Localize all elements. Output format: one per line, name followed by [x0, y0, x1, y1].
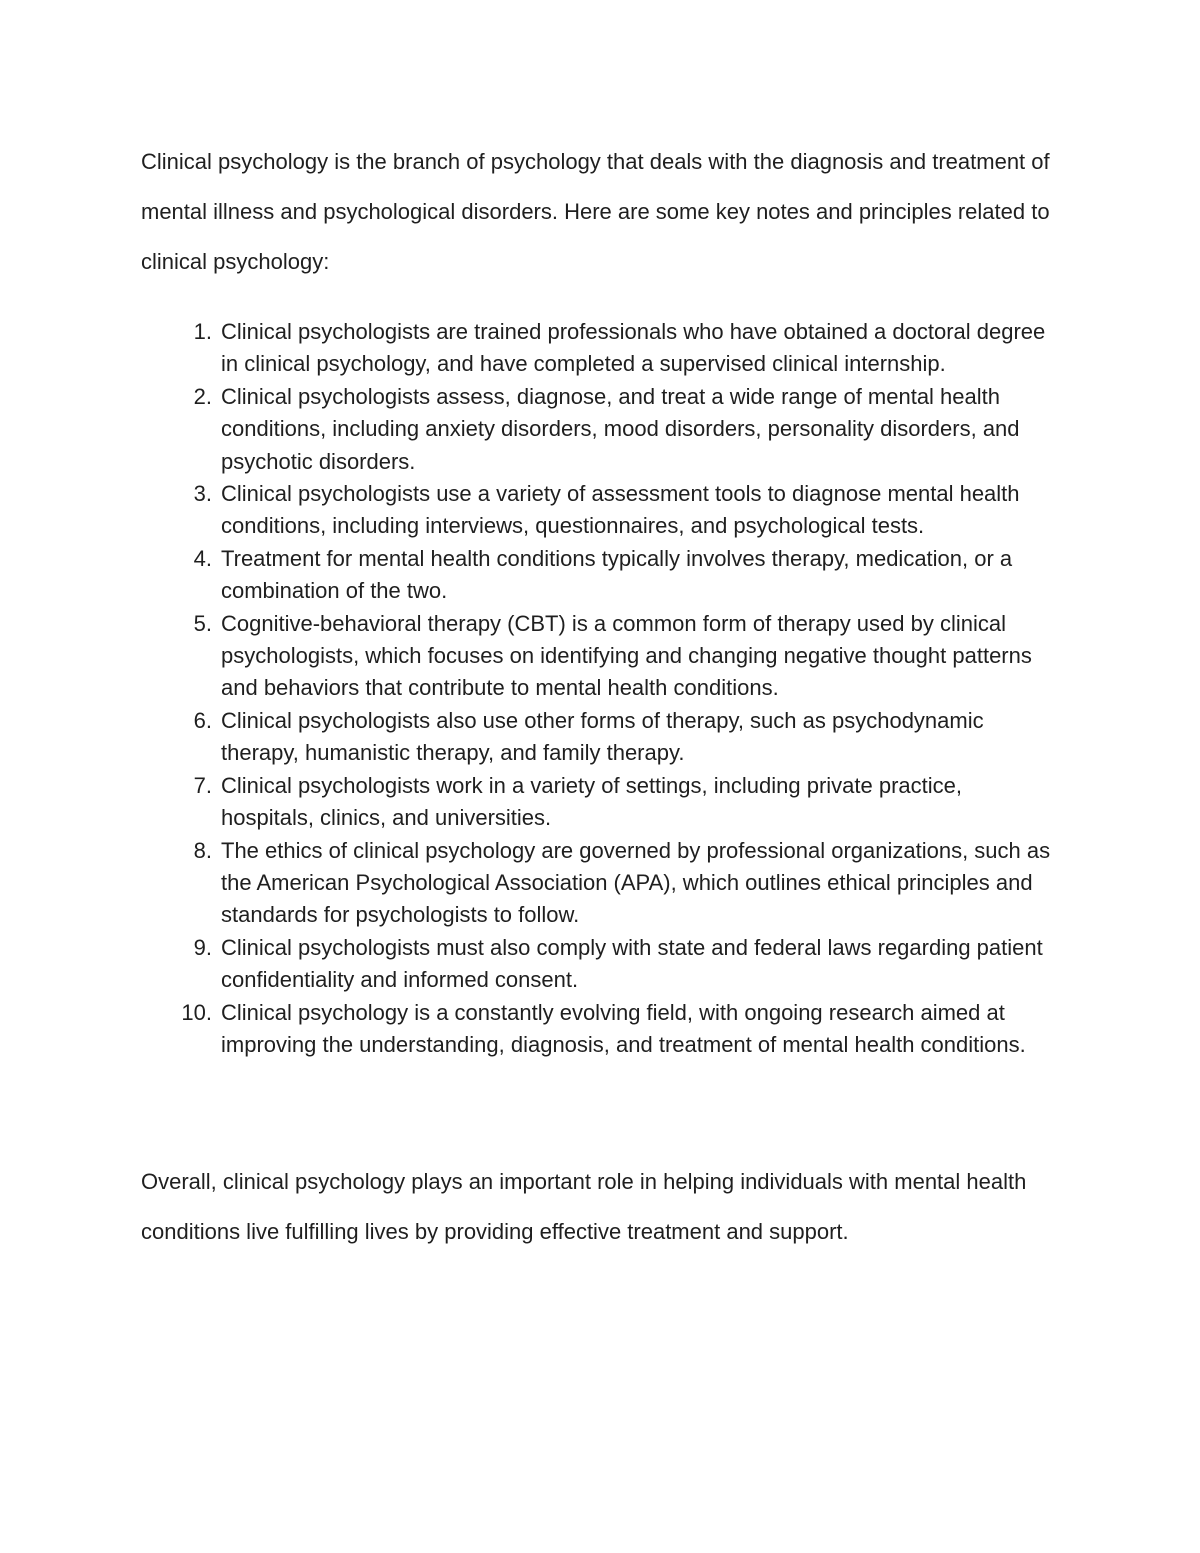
list-item-number: 10.: [181, 999, 212, 1025]
list-item: [141, 770, 1061, 835]
list-item-number: 1.: [193, 319, 212, 344]
list-item-text: Clinical psychologists are trained professionals who have obtained a doctoral degree in clinical psychology, and have completed a supervised clinical internship.: [221, 319, 1046, 377]
list-item-text: Clinical psychologists use a variety of assessment tools to diagnose mental health conditions, including interviews, questionnaires, and psychological tests.: [221, 481, 1020, 539]
list-item: [141, 932, 1061, 997]
list-item: [141, 997, 1061, 1062]
list-item-text: Clinical psychologists also use other forms of therapy, such as psychodynamic therapy, humanistic therapy, and family therapy.: [221, 707, 984, 766]
list-item-text: Cognitive-behavioral therapy (CBT) is a common form of therapy used by clinical psychologists, which focuses on identifying and changing negative thought patterns and behaviors that contribute to mental health conditions.: [221, 610, 1032, 701]
list-item: [141, 543, 1061, 608]
key-notes-list: [141, 316, 1061, 1061]
list-item-number: 6.: [193, 707, 212, 733]
list-item-text: The ethics of clinical psychology are governed by professional organizations, such as the American Psychological Association (APA), which outlines ethical principles and standards for psychologists to follow.: [221, 837, 1051, 928]
list-item-text: Treatment for mental health conditions typically involves therapy, medication, or a combination of the two.: [221, 545, 1013, 604]
list-item: [141, 608, 1061, 705]
conclusion-paragraph: Overall, clinical psychology plays an important role in helping individuals with mental health conditions live fulfilling lives by providing effective treatment and support.: [141, 1169, 1027, 1244]
list-item-number: 4.: [193, 545, 212, 571]
intro-paragraph: Clinical psychology is the branch of psychology that deals with the diagnosis and treatment of mental illness and psychological disorders. Here are some key notes and principles related to clinical psychology:: [141, 149, 1050, 274]
list-item-number: 7.: [193, 772, 212, 798]
list-item-number: 9.: [193, 934, 212, 960]
list-item-text: Clinical psychologists work in a variety of settings, including private practice, hospitals, clinics, and universities.: [221, 772, 962, 831]
list-item-text: Clinical psychologists must also comply with state and federal laws regarding patient confidentiality and informed consent.: [221, 934, 1043, 993]
list-item: [141, 381, 1061, 478]
list-item-number: 3.: [193, 481, 212, 507]
list-item: [141, 478, 1061, 543]
list-item: [141, 705, 1061, 770]
list-item: [141, 835, 1061, 932]
list-item-number: 2.: [193, 383, 212, 409]
list-item-text: Clinical psychology is a constantly evolving field, with ongoing research aimed at improving the understanding, diagnosis, and treatment of mental health conditions.: [221, 999, 1026, 1057]
list-item: [141, 316, 1061, 381]
list-item-text: Clinical psychologists assess, diagnose, and treat a wide range of mental health conditions, including anxiety disorders, mood disorders, personality disorders, and psychotic disorders.: [221, 383, 1020, 474]
list-item-number: 5.: [193, 610, 212, 636]
list-item-number: 8.: [193, 837, 212, 863]
